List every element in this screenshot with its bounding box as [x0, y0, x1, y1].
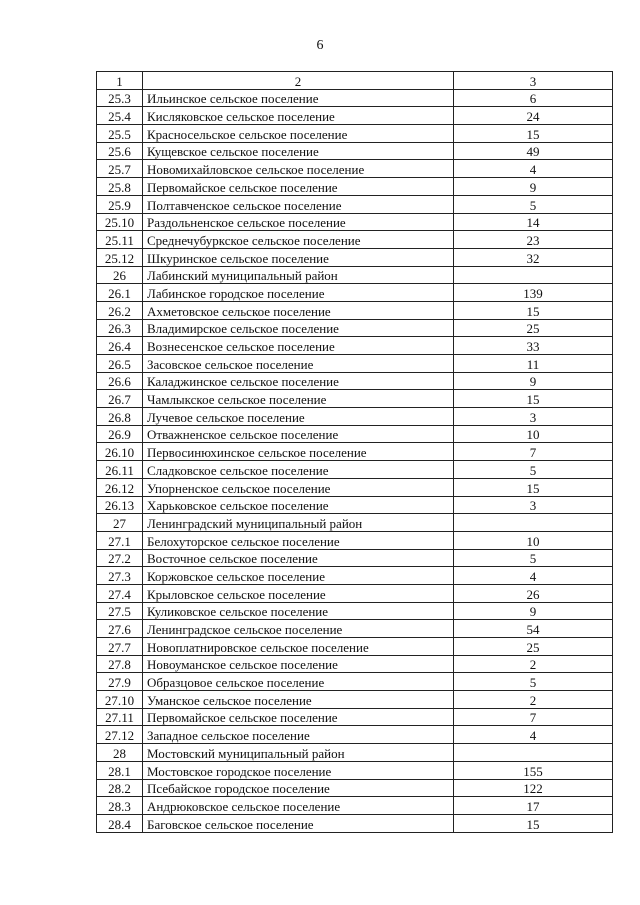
- value-cell: 15: [454, 390, 613, 408]
- settlement-name-cell: Первосинюхинское сельское поселение: [143, 443, 454, 461]
- table-row: [97, 708, 613, 726]
- row-number-cell: 27.3: [97, 567, 143, 585]
- table-row: [97, 655, 613, 673]
- settlement-name-cell: Засовское сельское поселение: [143, 355, 454, 373]
- table-row: [97, 160, 613, 178]
- settlement-name-cell: Лучевое сельское поселение: [143, 408, 454, 426]
- row-number-cell: 27.7: [97, 638, 143, 656]
- settlement-name-cell: Каладжинское сельское поселение: [143, 372, 454, 390]
- table-row: [97, 213, 613, 231]
- value-cell: 15: [454, 301, 613, 319]
- row-number-cell: 27.5: [97, 602, 143, 620]
- table-row: [97, 496, 613, 514]
- settlement-name-cell: Псебайское городское поселение: [143, 779, 454, 797]
- row-number-cell: 27.8: [97, 655, 143, 673]
- value-cell: 15: [454, 478, 613, 496]
- table-row: [97, 408, 613, 426]
- value-cell: 9: [454, 178, 613, 196]
- settlement-name-cell: Сладковское сельское поселение: [143, 461, 454, 479]
- table-row: [97, 89, 613, 107]
- settlement-name-cell: Мостовский муниципальный район: [143, 744, 454, 762]
- settlement-name-cell: Полтавченское сельское поселение: [143, 195, 454, 213]
- settlement-name-cell: Чамлыкское сельское поселение: [143, 390, 454, 408]
- table-row: [97, 178, 613, 196]
- row-number-cell: 26.5: [97, 355, 143, 373]
- settlement-name-cell: Новомихайловское сельское поселение: [143, 160, 454, 178]
- district-row: [97, 744, 613, 762]
- settlement-name-cell: Коржовское сельское поселение: [143, 567, 454, 585]
- value-cell: 5: [454, 461, 613, 479]
- row-number-cell: 27.12: [97, 726, 143, 744]
- settlement-name-cell: Куликовское сельское поселение: [143, 602, 454, 620]
- header-cell-number: 1: [97, 72, 143, 90]
- row-number-cell: 28.2: [97, 779, 143, 797]
- table-row: [97, 726, 613, 744]
- table-row: [97, 301, 613, 319]
- table-row: [97, 425, 613, 443]
- table-row: [97, 231, 613, 249]
- value-cell: 7: [454, 443, 613, 461]
- value-cell: [454, 266, 613, 284]
- value-cell: 4: [454, 726, 613, 744]
- value-cell: 3: [454, 408, 613, 426]
- row-number-cell: 25.9: [97, 195, 143, 213]
- value-cell: 7: [454, 708, 613, 726]
- settlement-name-cell: Лабинское городское поселение: [143, 284, 454, 302]
- district-row: [97, 514, 613, 532]
- table-header-row: [97, 72, 613, 90]
- table-row: [97, 390, 613, 408]
- row-number-cell: 25.4: [97, 107, 143, 125]
- row-number-cell: 27.4: [97, 584, 143, 602]
- row-number-cell: 28.4: [97, 814, 143, 832]
- row-number-cell: 25.3: [97, 89, 143, 107]
- table-row: [97, 814, 613, 832]
- row-number-cell: 27: [97, 514, 143, 532]
- table-row: [97, 284, 613, 302]
- table-row: [97, 779, 613, 797]
- row-number-cell: 26.4: [97, 337, 143, 355]
- row-number-cell: 27.10: [97, 691, 143, 709]
- settlement-name-cell: Лабинский муниципальный район: [143, 266, 454, 284]
- settlement-name-cell: Белохуторское сельское поселение: [143, 531, 454, 549]
- row-number-cell: 25.5: [97, 125, 143, 143]
- table-row: [97, 478, 613, 496]
- value-cell: [454, 744, 613, 762]
- value-cell: 54: [454, 620, 613, 638]
- table-row: [97, 355, 613, 373]
- row-number-cell: 27.9: [97, 673, 143, 691]
- value-cell: 9: [454, 372, 613, 390]
- row-number-cell: 25.12: [97, 248, 143, 266]
- table-row: [97, 461, 613, 479]
- settlement-name-cell: Первомайское сельское поселение: [143, 708, 454, 726]
- table-row: [97, 107, 613, 125]
- row-number-cell: 25.10: [97, 213, 143, 231]
- value-cell: 23: [454, 231, 613, 249]
- settlement-name-cell: Ильинское сельское поселение: [143, 89, 454, 107]
- table-row: [97, 638, 613, 656]
- settlement-name-cell: Мостовское городское поселение: [143, 761, 454, 779]
- row-number-cell: 28.3: [97, 797, 143, 815]
- row-number-cell: 26.9: [97, 425, 143, 443]
- row-number-cell: 26.6: [97, 372, 143, 390]
- settlement-name-cell: Первомайское сельское поселение: [143, 178, 454, 196]
- settlement-name-cell: Новоплатнировское сельское поселение: [143, 638, 454, 656]
- value-cell: 10: [454, 531, 613, 549]
- page-number: 6: [316, 38, 324, 53]
- settlement-name-cell: Восточное сельское поселение: [143, 549, 454, 567]
- settlement-name-cell: Вознесенское сельское поселение: [143, 337, 454, 355]
- table-row: [97, 531, 613, 549]
- table-row: [97, 319, 613, 337]
- row-number-cell: 26.2: [97, 301, 143, 319]
- table-row: [97, 125, 613, 143]
- table-row: [97, 372, 613, 390]
- row-number-cell: 27.11: [97, 708, 143, 726]
- value-cell: 33: [454, 337, 613, 355]
- row-number-cell: 26.1: [97, 284, 143, 302]
- value-cell: 32: [454, 248, 613, 266]
- row-number-cell: 27.6: [97, 620, 143, 638]
- district-row: [97, 266, 613, 284]
- row-number-cell: 26.8: [97, 408, 143, 426]
- value-cell: [454, 514, 613, 532]
- row-number-cell: 26.11: [97, 461, 143, 479]
- value-cell: 4: [454, 567, 613, 585]
- settlement-name-cell: Шкуринское сельское поселение: [143, 248, 454, 266]
- value-cell: 2: [454, 691, 613, 709]
- header-cell-value: 3: [454, 72, 613, 90]
- table-row: [97, 620, 613, 638]
- settlement-name-cell: Владимирское сельское поселение: [143, 319, 454, 337]
- table-row: [97, 567, 613, 585]
- settlement-name-cell: Баговское сельское поселение: [143, 814, 454, 832]
- settlement-name-cell: Раздольненское сельское поселение: [143, 213, 454, 231]
- row-number-cell: 26.7: [97, 390, 143, 408]
- value-cell: 155: [454, 761, 613, 779]
- table-row: [97, 337, 613, 355]
- table-row: [97, 195, 613, 213]
- row-number-cell: 28: [97, 744, 143, 762]
- value-cell: 15: [454, 814, 613, 832]
- value-cell: 5: [454, 195, 613, 213]
- settlement-name-cell: Харьковское сельское поселение: [143, 496, 454, 514]
- settlement-name-cell: Ахметовское сельское поселение: [143, 301, 454, 319]
- value-cell: 25: [454, 638, 613, 656]
- settlement-name-cell: Андрюковское сельское поселение: [143, 797, 454, 815]
- value-cell: 15: [454, 125, 613, 143]
- row-number-cell: 26.3: [97, 319, 143, 337]
- value-cell: 122: [454, 779, 613, 797]
- row-number-cell: 25.6: [97, 142, 143, 160]
- value-cell: 5: [454, 549, 613, 567]
- settlement-name-cell: Уманское сельское поселение: [143, 691, 454, 709]
- settlement-name-cell: Крыловское сельское поселение: [143, 584, 454, 602]
- value-cell: 2: [454, 655, 613, 673]
- table-row: [97, 691, 613, 709]
- value-cell: 5: [454, 673, 613, 691]
- row-number-cell: 26.13: [97, 496, 143, 514]
- value-cell: 139: [454, 284, 613, 302]
- row-number-cell: 26: [97, 266, 143, 284]
- value-cell: 17: [454, 797, 613, 815]
- value-cell: 9: [454, 602, 613, 620]
- value-cell: 11: [454, 355, 613, 373]
- table-row: [97, 673, 613, 691]
- value-cell: 4: [454, 160, 613, 178]
- row-number-cell: 25.11: [97, 231, 143, 249]
- settlement-name-cell: Ленинградский муниципальный район: [143, 514, 454, 532]
- settlement-name-cell: Красносельское сельское поселение: [143, 125, 454, 143]
- table-row: [97, 602, 613, 620]
- value-cell: 10: [454, 425, 613, 443]
- value-cell: 25: [454, 319, 613, 337]
- settlement-name-cell: Среднечубуркское сельское поселение: [143, 231, 454, 249]
- settlement-name-cell: Кущевское сельское поселение: [143, 142, 454, 160]
- row-number-cell: 26.10: [97, 443, 143, 461]
- table-row: [97, 584, 613, 602]
- settlement-name-cell: Западное сельское поселение: [143, 726, 454, 744]
- row-number-cell: 25.8: [97, 178, 143, 196]
- row-number-cell: 27.1: [97, 531, 143, 549]
- table-row: [97, 549, 613, 567]
- header-cell-name: 2: [143, 72, 454, 90]
- row-number-cell: 27.2: [97, 549, 143, 567]
- value-cell: 6: [454, 89, 613, 107]
- value-cell: 49: [454, 142, 613, 160]
- settlement-name-cell: Упорненское сельское поселение: [143, 478, 454, 496]
- table-row: [97, 761, 613, 779]
- settlement-name-cell: Новоуманское сельское поселение: [143, 655, 454, 673]
- table-row: [97, 142, 613, 160]
- row-number-cell: 25.7: [97, 160, 143, 178]
- value-cell: 3: [454, 496, 613, 514]
- table-row: [97, 797, 613, 815]
- value-cell: 26: [454, 584, 613, 602]
- row-number-cell: 28.1: [97, 761, 143, 779]
- settlement-name-cell: Ленинградское сельское поселение: [143, 620, 454, 638]
- value-cell: 14: [454, 213, 613, 231]
- settlement-name-cell: Отважненское сельское поселение: [143, 425, 454, 443]
- row-number-cell: 26.12: [97, 478, 143, 496]
- settlement-name-cell: Кисляковское сельское поселение: [143, 107, 454, 125]
- settlements-table: [96, 71, 613, 833]
- settlement-name-cell: Образцовое сельское поселение: [143, 673, 454, 691]
- value-cell: 24: [454, 107, 613, 125]
- table-row: [97, 443, 613, 461]
- table-row: [97, 248, 613, 266]
